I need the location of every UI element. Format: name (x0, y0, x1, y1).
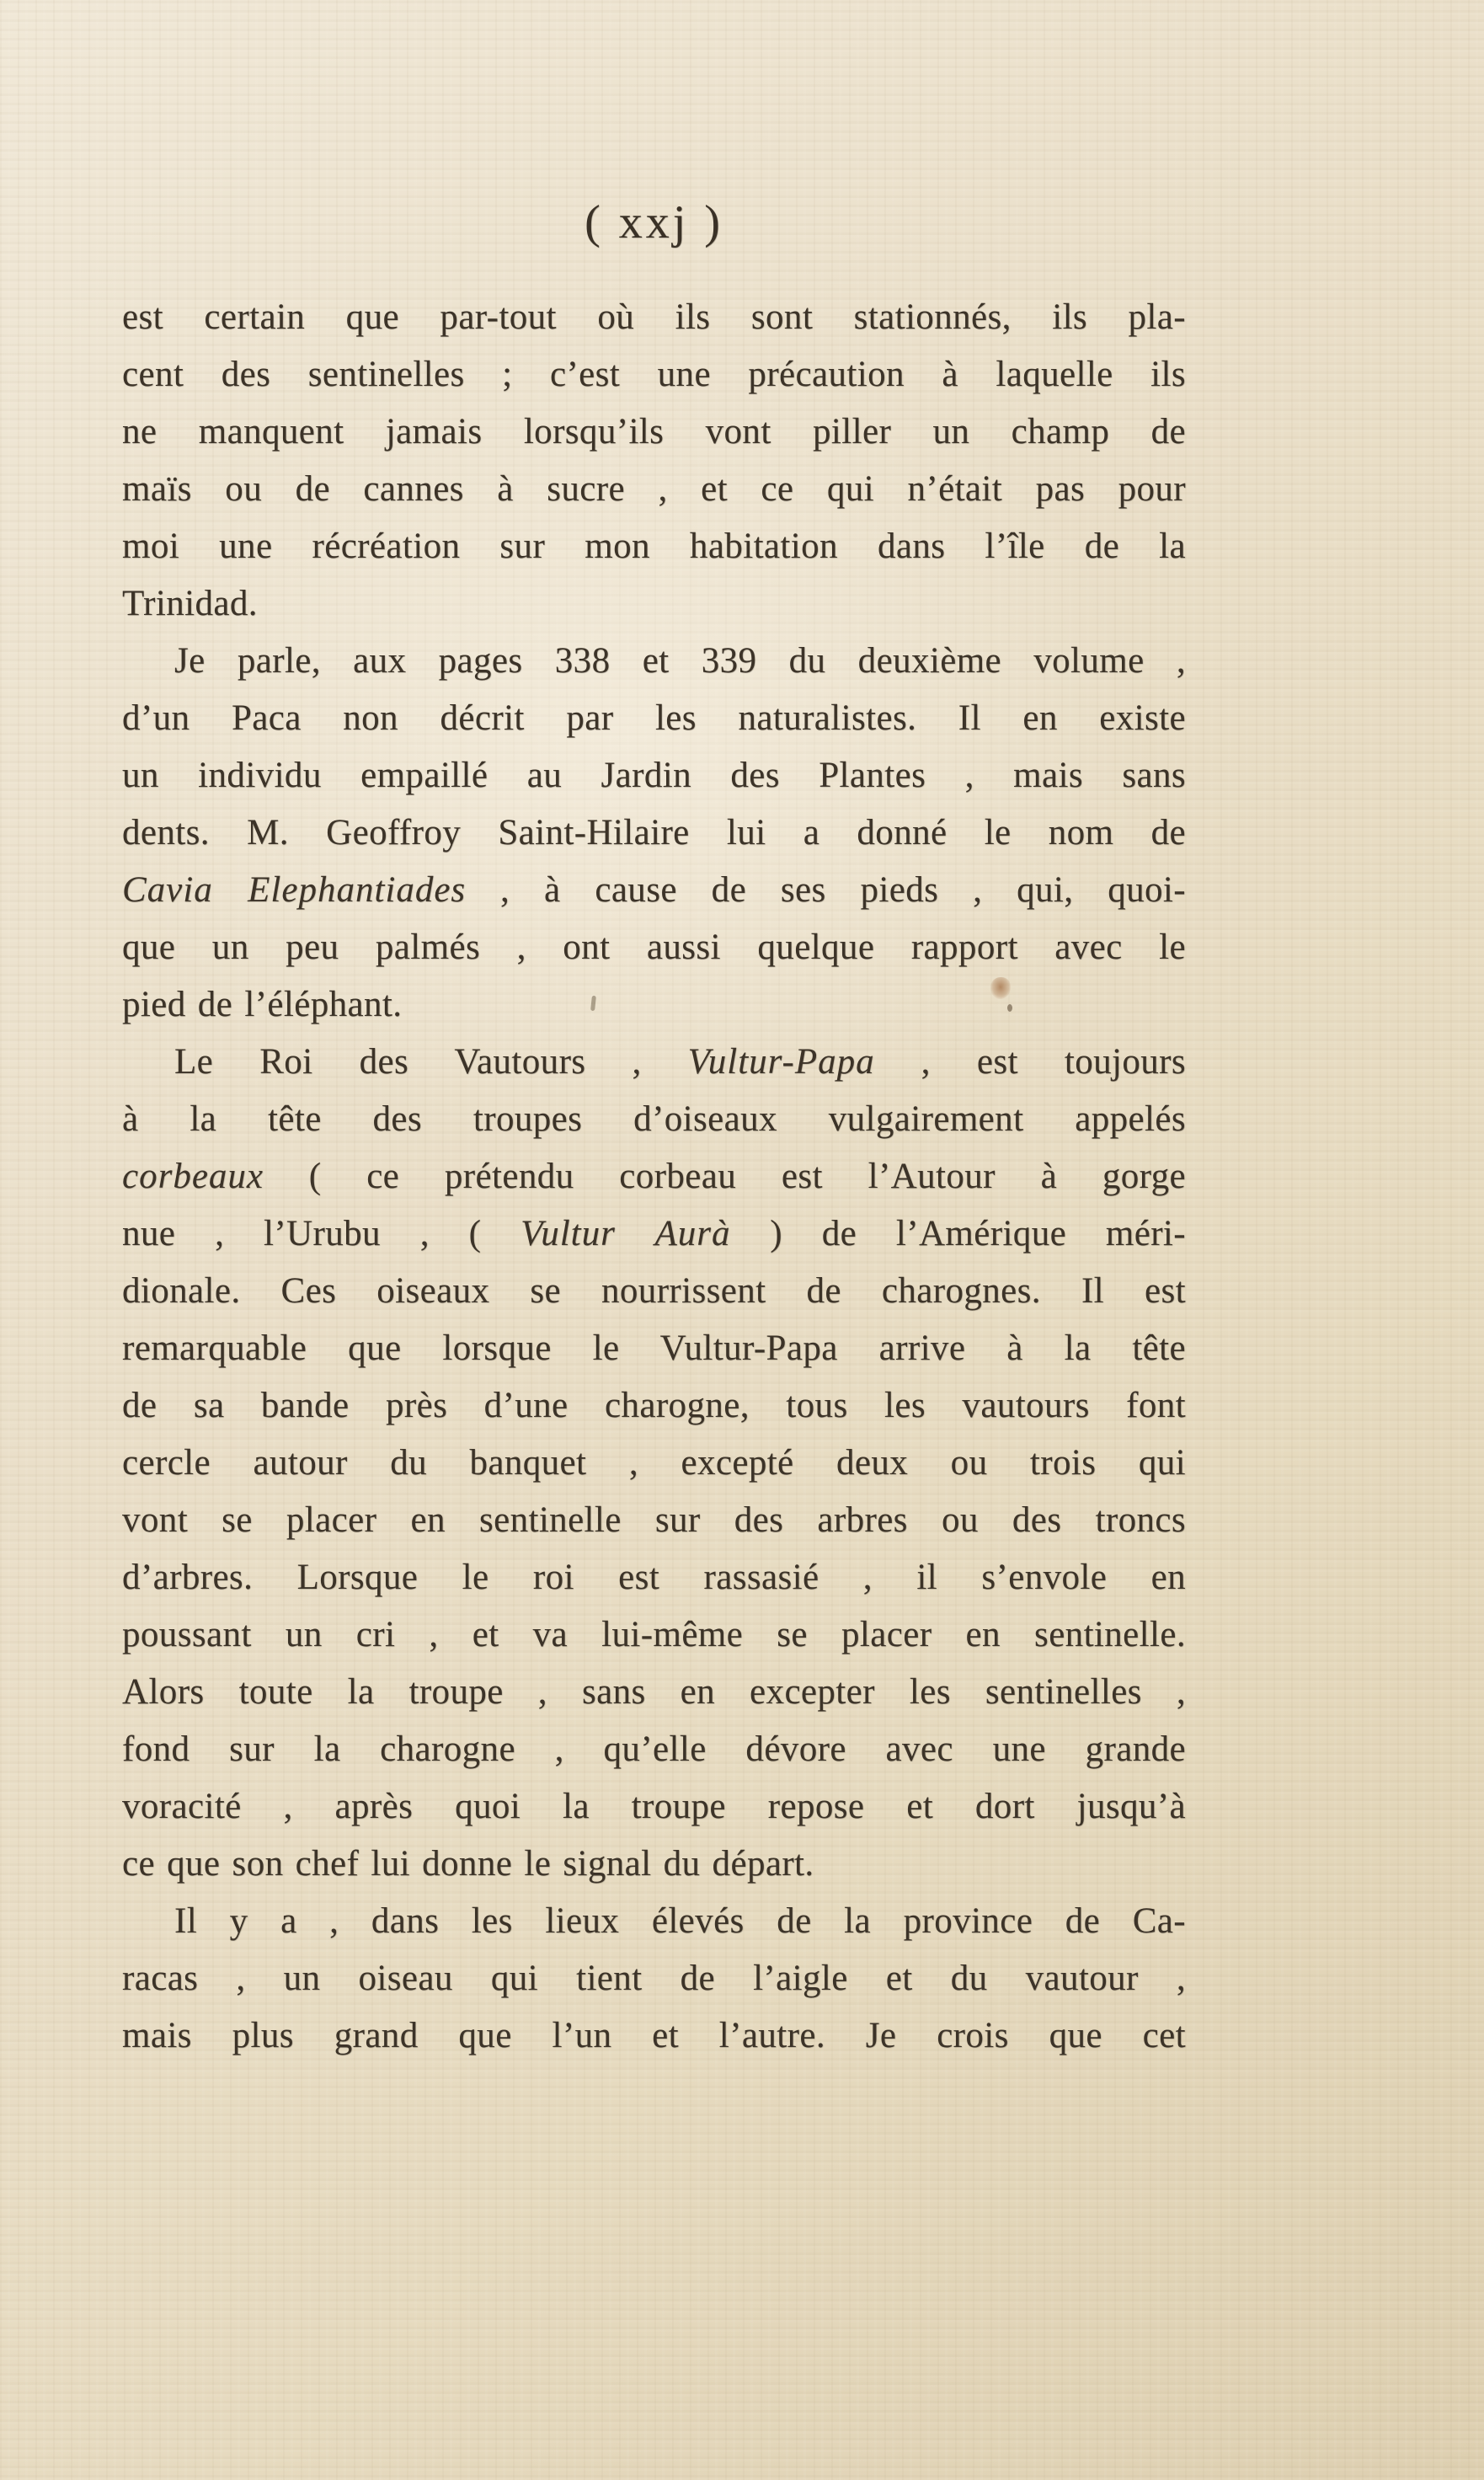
text-segment: poussant un cri , et va lui-même se placer en sentinelle. (122, 1615, 1186, 1654)
text-line (122, 346, 1186, 404)
text-segment: d’un Paca non décrit par les naturalistes. Il en existe (122, 698, 1186, 738)
text-line (122, 1549, 1186, 1606)
text-segment: moi une récréation sur mon habitation dans l’île de la (122, 526, 1186, 566)
text-line (122, 690, 1186, 747)
text-segment: fond sur la charogne , qu’elle dévore avec une grande (122, 1729, 1186, 1769)
text-line (122, 919, 1186, 976)
text-segment: vont se placer en sentinelle sur des arbres ou des troncs (122, 1500, 1186, 1540)
text-segment: ( ce prétendu corbeau est l’Autour à gorge (264, 1157, 1186, 1196)
text-line (122, 1950, 1186, 2007)
text-segment: voracité , après quoi la troupe repose et dort jusqu’à (122, 1787, 1186, 1826)
text-segment: , à cause de ses pieds , qui, quoi- (466, 870, 1186, 910)
text-line (122, 404, 1186, 461)
text-segment: racas , un oiseau qui tient de l’aigle et du vautour , (122, 1959, 1186, 1998)
text-line (122, 1148, 1186, 1205)
text-line (122, 518, 1186, 575)
text-segment: ce que son chef lui donne le signal du départ. (122, 1844, 814, 1884)
text-line (122, 1435, 1186, 1492)
text-segment: remarquable que lorsque le Vultur-Papa arrive à la tête (122, 1328, 1186, 1368)
text-line (122, 1606, 1186, 1664)
text-segment: pied de l’éléphant. (122, 985, 403, 1024)
text-segment: Le Roi des Vautours , (174, 1042, 688, 1082)
text-segment: ne manquent jamais lorsqu’ils vont piller un champ de (122, 412, 1186, 452)
italic-text-segment: Vultur Aurà (520, 1214, 731, 1253)
text-line (122, 1721, 1186, 1778)
text-line (122, 862, 1186, 919)
text-line (122, 461, 1186, 518)
text-block (122, 289, 1186, 2065)
text-segment: ) de l’Amérique méri- (730, 1214, 1186, 1253)
text-line (122, 747, 1186, 804)
paragraph (122, 1893, 1186, 2065)
paragraph (122, 289, 1186, 633)
text-segment: , est toujours (874, 1042, 1186, 1082)
text-line (122, 1091, 1186, 1148)
text-segment: Trinidad. (122, 584, 258, 623)
text-segment: Il y a , dans les lieux élevés de la province de Ca- (174, 1901, 1186, 1941)
text-segment: de sa bande près d’une charogne, tous les vautours font (122, 1386, 1186, 1425)
page-number-header: ( xxj ) (585, 196, 723, 249)
text-segment: un individu empaillé au Jardin des Plantes , mais sans (122, 756, 1186, 795)
text-segment: à la tête des troupes d’oiseaux vulgairement appelés (122, 1099, 1186, 1139)
paragraph (122, 1034, 1186, 1893)
text-segment: nue , l’Urubu , ( (122, 1214, 521, 1253)
paragraph (122, 633, 1186, 1034)
text-line (122, 976, 1186, 1034)
text-line (122, 1492, 1186, 1549)
italic-text-segment: corbeaux (122, 1157, 264, 1196)
text-segment: cent des sentinelles ; c’est une précaution à laquelle ils (122, 355, 1186, 394)
text-segment: mais plus grand que l’un et l’autre. Je crois que cet (122, 2016, 1186, 2055)
text-line (122, 1205, 1186, 1263)
text-line (122, 1664, 1186, 1721)
text-line (122, 1320, 1186, 1377)
text-segment: d’arbres. Lorsque le roi est rassasié , il s’envole en (122, 1558, 1186, 1597)
text-line (122, 289, 1186, 346)
text-segment: cercle autour du banquet , excepté deux ou trois qui (122, 1443, 1186, 1483)
text-segment: dents. M. Geoffroy Saint-Hilaire lui a donné le nom de (122, 813, 1186, 852)
text-line (122, 2007, 1186, 2065)
text-segment: est certain que par-tout où ils sont stationnés, ils pla- (122, 297, 1186, 337)
text-segment: maïs ou de cannes à sucre , et ce qui n’était pas pour (122, 469, 1186, 509)
text-line (122, 1377, 1186, 1435)
text-line (122, 575, 1186, 633)
italic-text-segment: Cavia Elephantiades (122, 870, 467, 910)
italic-text-segment: Vultur-Papa (687, 1042, 875, 1082)
text-segment: Alors toute la troupe , sans en excepter les sentinelles , (122, 1672, 1186, 1712)
text-line (122, 633, 1186, 690)
text-line (122, 1778, 1186, 1836)
text-segment: Je parle, aux pages 338 et 339 du deuxième volume , (174, 641, 1186, 681)
text-line (122, 804, 1186, 862)
text-line (122, 1263, 1186, 1320)
text-line (122, 1034, 1186, 1091)
text-line (122, 1836, 1186, 1893)
text-segment: que un peu palmés , ont aussi quelque rapport avec le (122, 927, 1186, 967)
paper-stain-speck (1007, 1004, 1012, 1012)
text-segment: dionale. Ces oiseaux se nourrissent de charognes. Il est (122, 1271, 1186, 1311)
text-line (122, 1893, 1186, 1950)
